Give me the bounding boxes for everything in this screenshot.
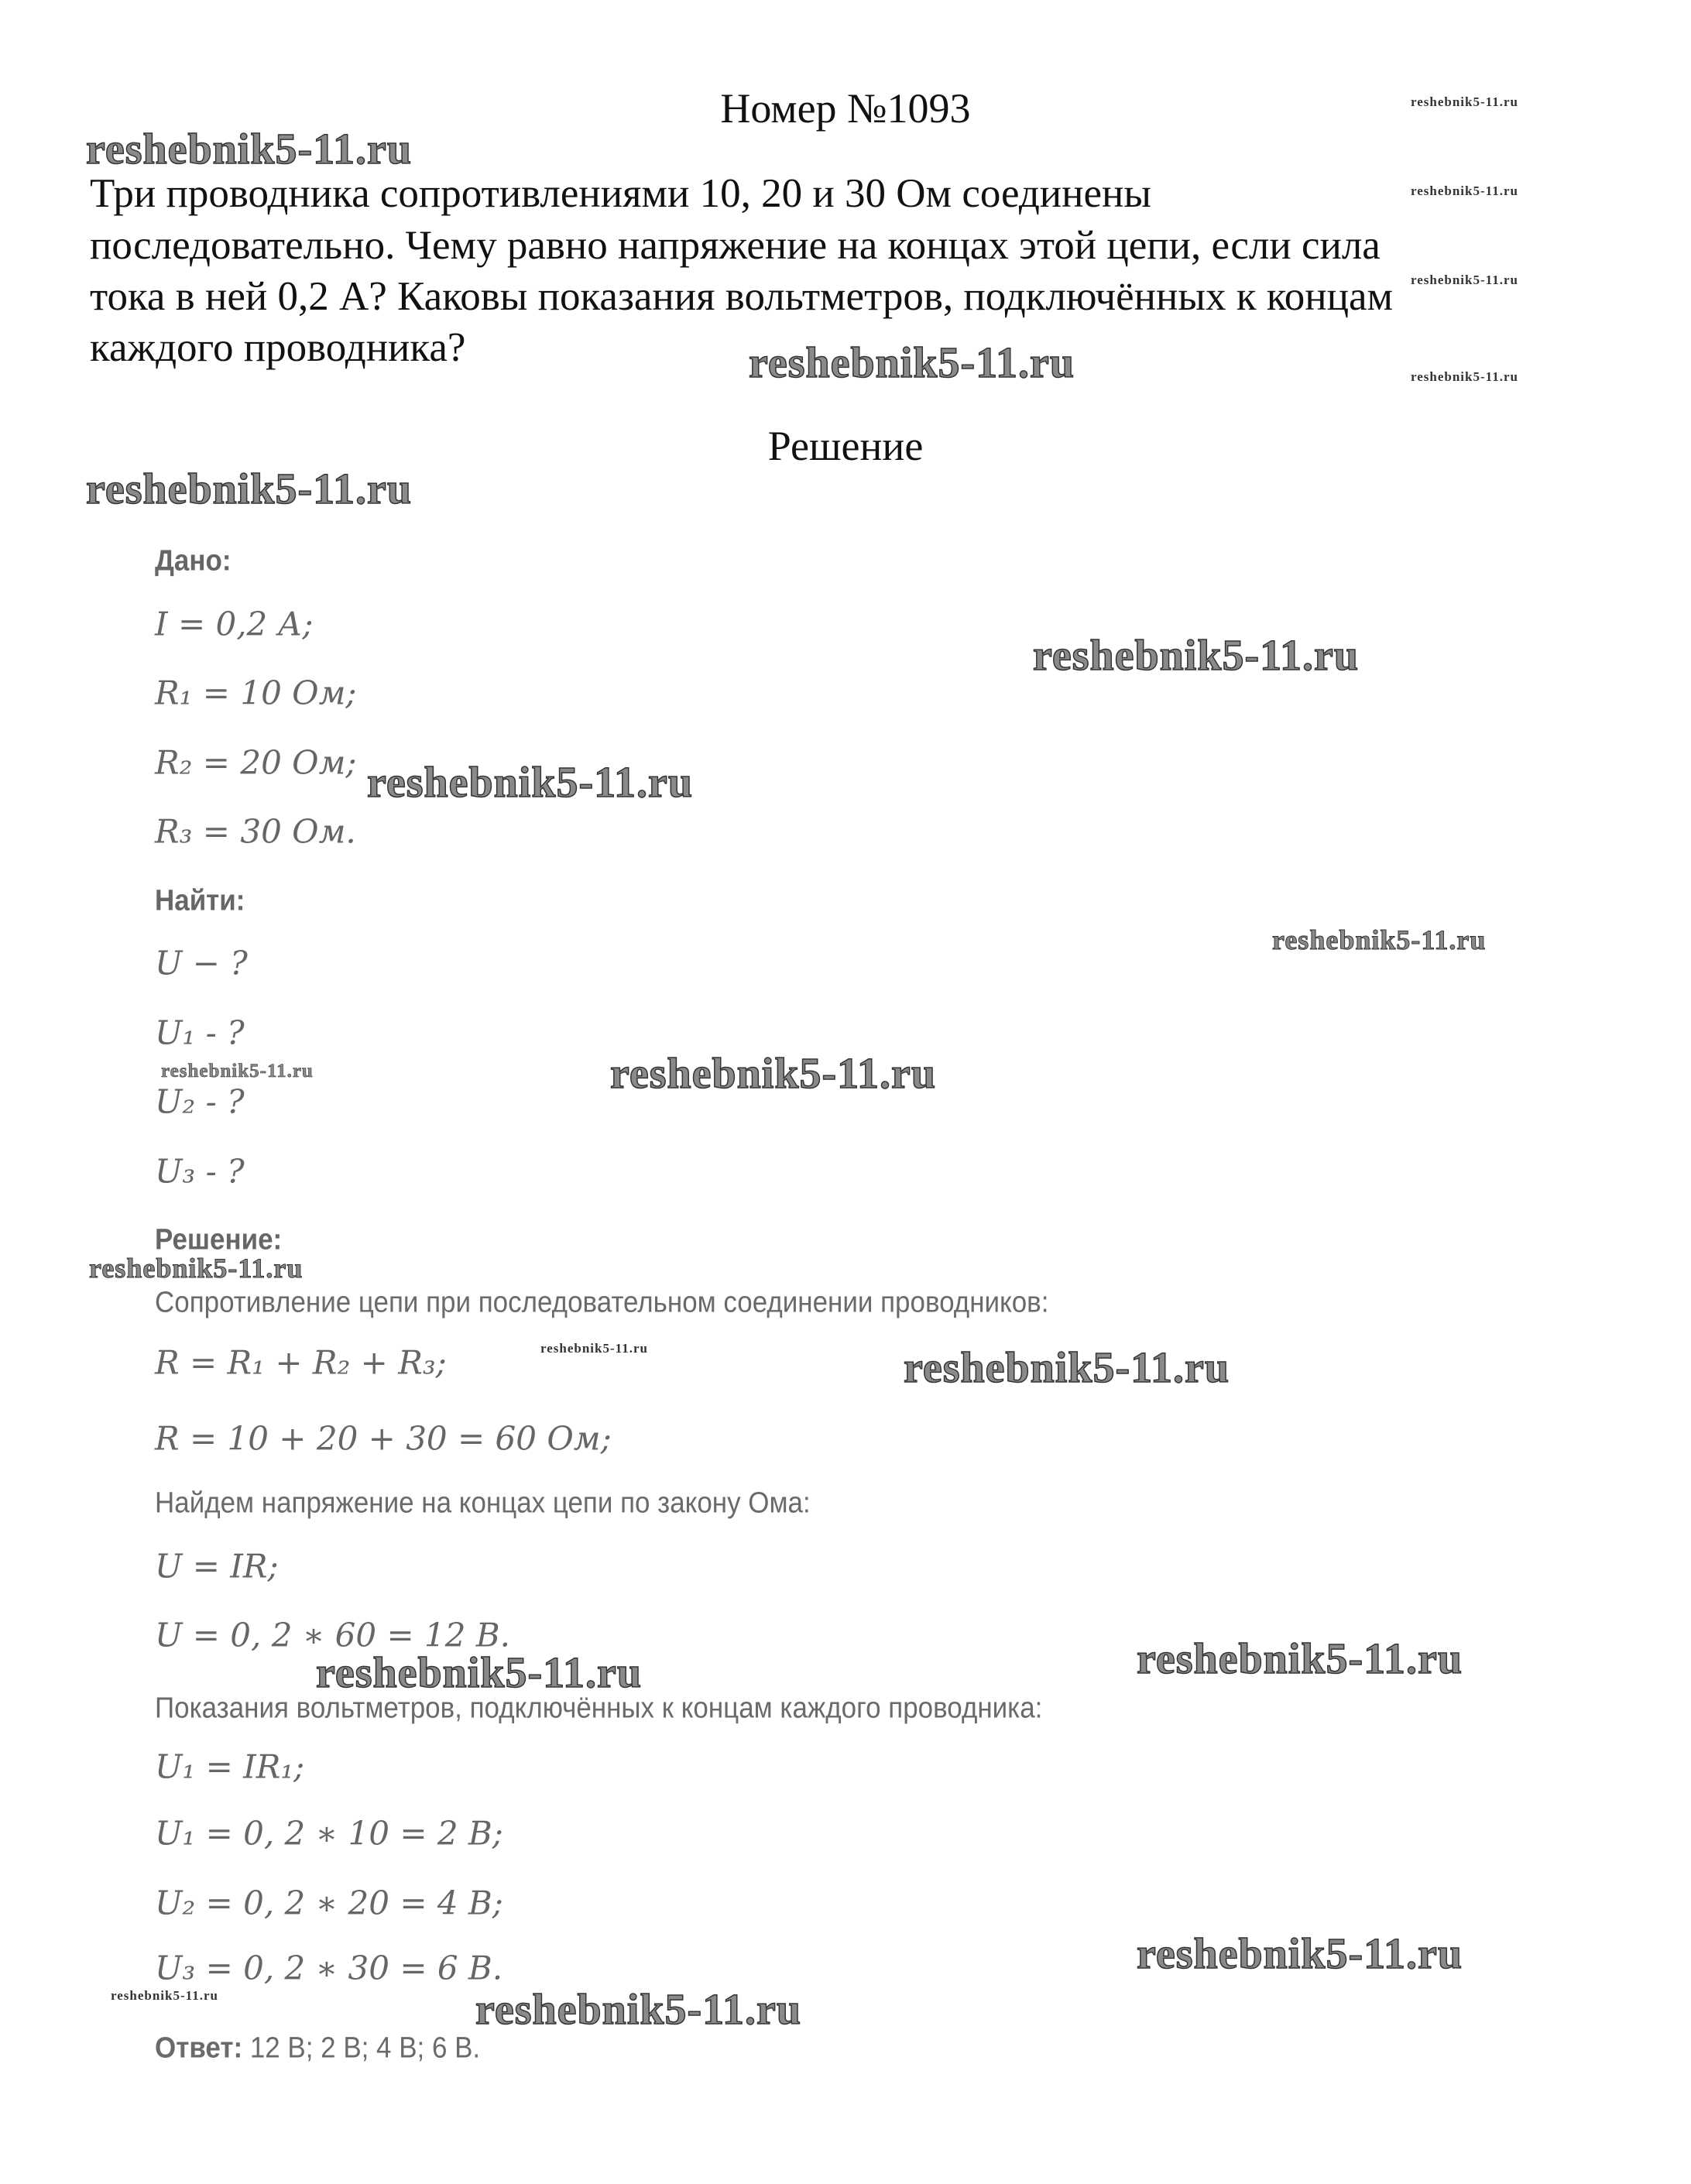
watermark: reshebnik5-11.ru <box>1137 1930 1463 1978</box>
watermark: reshebnik5-11.ru <box>540 1341 648 1356</box>
watermark: reshebnik5-11.ru <box>367 759 694 807</box>
watermark: reshebnik5-11.ru <box>89 1253 304 1284</box>
given-label: Дано: <box>155 544 232 578</box>
u1-formula: U₁ = IR₁; <box>155 1747 305 1786</box>
watermark: reshebnik5-11.ru <box>1411 94 1518 109</box>
given-item: I = 0,2 А; <box>155 605 314 643</box>
answer <box>155 2032 480 2066</box>
u2-calc: U₂ = 0, 2 ∗ 20 = 4 В; <box>155 1884 503 1922</box>
watermark: reshebnik5-11.ru <box>610 1050 937 1098</box>
watermark: reshebnik5-11.ru <box>1272 924 1487 955</box>
task-line: каждого проводника? <box>90 325 466 370</box>
u1-calc: U₁ = 0, 2 ∗ 10 = 2 В; <box>155 1814 503 1853</box>
task-line: тока в ней 0,2 А? Каковы показания вольтметров, подключённых к концам <box>90 274 1394 319</box>
watermark: reshebnik5-11.ru <box>1033 632 1360 680</box>
watermark: reshebnik5-11.ru <box>1411 183 1518 198</box>
watermark: reshebnik5-11.ru <box>749 339 1075 387</box>
page-title: Номер №1093 <box>720 85 971 132</box>
task-line: последовательно. Чему равно напряжение на концах этой цепи, если сила <box>90 223 1381 268</box>
find-item: U₁ - ? <box>155 1013 245 1052</box>
find-item: U₃ - ? <box>155 1152 245 1191</box>
given-item: R₃ = 30 Ом. <box>155 812 356 851</box>
watermark: reshebnik5-11.ru <box>1411 273 1518 287</box>
voltage-text: Найдем напряжение на концах цепи по закону Ома: <box>155 1486 811 1520</box>
watermark: reshebnik5-11.ru <box>86 125 413 173</box>
watermark: reshebnik5-11.ru <box>316 1649 643 1697</box>
given-item: R₂ = 20 Ом; <box>155 743 357 782</box>
solution-heading: Решение <box>767 423 924 469</box>
resistance-text: Сопротивление цепи при последовательном соединении проводников: <box>155 1286 1049 1319</box>
watermark: reshebnik5-11.ru <box>1411 369 1518 384</box>
readings-text: Показания вольтметров, подключённых к концам каждого проводника: <box>155 1692 1043 1725</box>
solution-label: Решение: <box>155 1223 283 1257</box>
watermark: reshebnik5-11.ru <box>904 1344 1230 1392</box>
answer-label: Ответ: <box>155 2031 243 2065</box>
watermark: reshebnik5-11.ru <box>111 1988 218 2003</box>
given-item: R₁ = 10 Ом; <box>155 674 357 712</box>
watermark: reshebnik5-11.ru <box>86 465 413 513</box>
find-item: U₂ - ? <box>155 1082 245 1121</box>
resistance-formula: R = R₁ + R₂ + R₃; <box>155 1343 447 1382</box>
answer-value: 12 В; 2 В; 4 В; 6 В. <box>242 2031 481 2065</box>
voltage-formula: U = IR; <box>155 1547 279 1586</box>
watermark: reshebnik5-11.ru <box>475 1986 802 2034</box>
resistance-calc: R = 10 + 20 + 30 = 60 Ом; <box>155 1419 612 1458</box>
u3-calc: U₃ = 0, 2 ∗ 30 = 6 В. <box>155 1949 503 1987</box>
voltage-calc: U = 0, 2 ∗ 60 = 12 В. <box>155 1616 511 1654</box>
watermark: reshebnik5-11.ru <box>161 1061 314 1082</box>
find-item: U − ? <box>155 944 248 982</box>
find-label: Найти: <box>155 884 245 917</box>
watermark: reshebnik5-11.ru <box>1137 1635 1463 1683</box>
task-line: Три проводника сопротивлениями 10, 20 и 30 Ом соединены <box>90 171 1152 216</box>
